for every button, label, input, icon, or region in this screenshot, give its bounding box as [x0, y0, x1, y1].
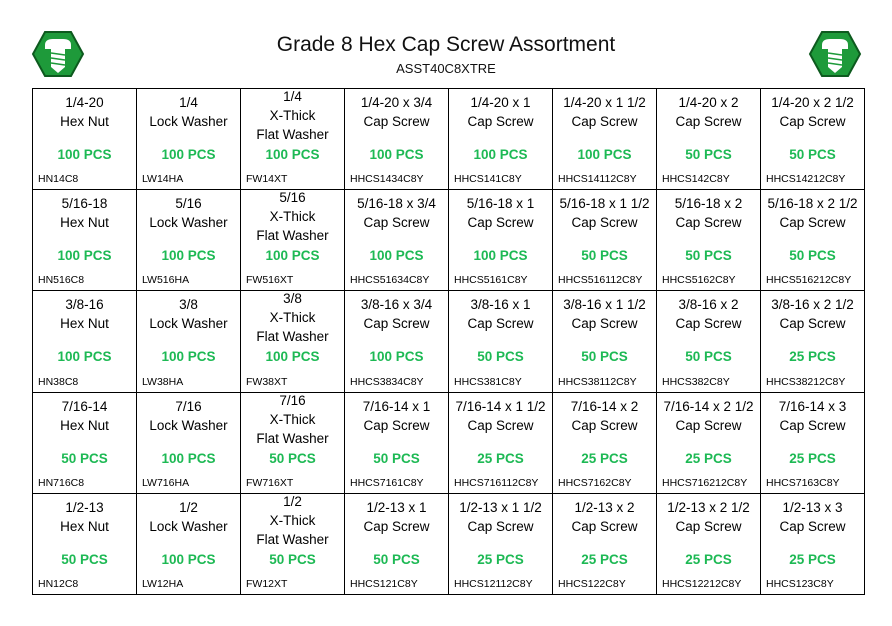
part-cell	[657, 291, 761, 392]
part-cell	[137, 89, 241, 190]
page-title: Grade 8 Hex Cap Screw Assortment	[276, 33, 616, 56]
part-sku: FW14XT	[246, 173, 288, 186]
part-quantity: 100 PCS	[57, 349, 112, 365]
part-name: 7/16-14 x 2 1/2 Cap Screw	[663, 398, 754, 433]
part-sku: FW38XT	[246, 375, 288, 388]
assortment-grid	[32, 88, 865, 595]
part-name: 1/2 Lock Washer	[149, 499, 228, 534]
part-sku: HHCS7163C8Y	[766, 476, 840, 489]
part-name: 7/16-14 x 1 1/2 Cap Screw	[455, 398, 546, 433]
part-sku: HHCS38112C8Y	[558, 375, 637, 388]
part-sku: HHCS12212C8Y	[662, 577, 742, 590]
part-quantity: 100 PCS	[265, 248, 320, 264]
part-cell	[449, 494, 553, 595]
part-name: 3/8 X-Thick Flat Washer	[256, 291, 329, 345]
part-quantity: 100 PCS	[161, 551, 216, 567]
part-sku: HHCS1434C8Y	[350, 173, 424, 186]
part-cell	[345, 291, 449, 392]
part-name: 1/2 X-Thick Flat Washer	[256, 493, 329, 547]
part-sku: HHCS122C8Y	[558, 577, 626, 590]
part-name: 5/16-18 x 2 1/2 Cap Screw	[767, 196, 858, 231]
part-name: 7/16-14 x 3 Cap Screw	[778, 398, 847, 433]
part-sku: HHCS382C8Y	[662, 375, 730, 388]
part-name: 1/4 X-Thick Flat Washer	[256, 89, 329, 142]
part-cell	[449, 190, 553, 291]
part-cell	[553, 494, 657, 595]
part-sku: LW38HA	[142, 375, 184, 388]
part-name: 3/8-16 x 1 Cap Screw	[467, 297, 534, 332]
part-quantity: 50 PCS	[581, 248, 628, 264]
part-cell	[33, 393, 137, 494]
part-name: 1/2-13 x 3 Cap Screw	[779, 499, 846, 534]
part-quantity: 50 PCS	[581, 349, 628, 365]
part-quantity: 50 PCS	[269, 551, 316, 567]
part-quantity: 50 PCS	[685, 147, 732, 162]
part-sku: HN516C8	[38, 274, 85, 287]
part-cell	[553, 291, 657, 392]
part-quantity: 100 PCS	[473, 147, 528, 162]
part-name: 1/2-13 x 2 Cap Screw	[571, 499, 638, 534]
part-cell	[449, 291, 553, 392]
part-sku: HHCS142C8Y	[662, 173, 730, 186]
part-quantity: 100 PCS	[265, 147, 320, 162]
part-quantity: 100 PCS	[369, 147, 424, 162]
part-quantity: 25 PCS	[581, 450, 628, 466]
part-quantity: 25 PCS	[789, 349, 836, 365]
part-sku: HHCS716212C8Y	[662, 476, 748, 489]
part-name: 1/2-13 x 1 1/2 Cap Screw	[459, 499, 542, 534]
part-cell	[241, 393, 345, 494]
part-sku: HN14C8	[38, 173, 79, 186]
part-cell	[449, 89, 553, 190]
part-cell	[761, 190, 865, 291]
part-cell	[761, 89, 865, 190]
part-name: 5/16 X-Thick Flat Washer	[256, 190, 329, 244]
part-sku: HHCS12112C8Y	[454, 577, 533, 590]
part-cell	[33, 291, 137, 392]
part-sku: HHCS14112C8Y	[558, 173, 637, 186]
assortment-code: ASST40C8XTRE	[396, 61, 496, 76]
part-sku: HHCS38212C8Y	[766, 375, 846, 388]
part-name: 7/16-14 Hex Nut	[60, 398, 109, 433]
part-sku: HHCS381C8Y	[454, 375, 522, 388]
part-sku: HN38C8	[38, 375, 79, 388]
part-cell	[345, 393, 449, 494]
part-name: 3/8-16 Hex Nut	[60, 297, 109, 332]
part-cell	[241, 89, 345, 190]
part-quantity: 100 PCS	[57, 147, 112, 162]
part-cell	[241, 291, 345, 392]
part-quantity: 100 PCS	[57, 248, 112, 264]
part-quantity: 50 PCS	[373, 551, 420, 567]
part-cell	[761, 393, 865, 494]
part-sku: FW12XT	[246, 577, 288, 590]
part-quantity: 25 PCS	[685, 551, 732, 567]
part-sku: HHCS141C8Y	[454, 173, 522, 186]
part-cell	[241, 190, 345, 291]
part-quantity: 50 PCS	[477, 349, 524, 365]
part-sku: HHCS716112C8Y	[454, 476, 539, 489]
part-name: 5/16-18 Hex Nut	[60, 196, 109, 231]
part-sku: HHCS121C8Y	[350, 577, 418, 590]
part-cell	[553, 89, 657, 190]
part-name: 1/2-13 Hex Nut	[60, 499, 109, 534]
part-quantity: 50 PCS	[685, 248, 732, 264]
part-quantity: 100 PCS	[473, 248, 528, 264]
part-sku: HHCS14212C8Y	[766, 173, 846, 186]
part-cell	[657, 393, 761, 494]
part-sku: HHCS5162C8Y	[662, 274, 736, 287]
part-sku: HHCS7162C8Y	[558, 476, 632, 489]
part-name: 5/16-18 x 1 Cap Screw	[466, 196, 535, 231]
part-sku: LW516HA	[142, 274, 190, 287]
part-cell	[449, 393, 553, 494]
part-sku: LW12HA	[142, 577, 184, 590]
part-quantity: 50 PCS	[269, 450, 316, 466]
part-quantity: 100 PCS	[265, 349, 320, 365]
part-quantity: 100 PCS	[577, 147, 632, 162]
part-cell	[137, 291, 241, 392]
part-quantity: 100 PCS	[161, 349, 216, 365]
part-name: 5/16-18 x 3/4 Cap Screw	[357, 196, 436, 231]
part-cell	[761, 291, 865, 392]
part-quantity: 25 PCS	[789, 551, 836, 567]
part-name: 5/16-18 x 2 Cap Screw	[674, 196, 743, 231]
part-quantity: 25 PCS	[477, 450, 524, 466]
part-quantity: 100 PCS	[161, 450, 216, 466]
part-quantity: 50 PCS	[789, 147, 836, 162]
part-sku: HHCS516112C8Y	[558, 274, 643, 287]
part-cell	[761, 494, 865, 595]
part-sku: HHCS7161C8Y	[350, 476, 424, 489]
part-name: 1/2-13 x 1 Cap Screw	[363, 499, 430, 534]
part-quantity: 50 PCS	[789, 248, 836, 264]
part-cell	[137, 494, 241, 595]
part-sku: FW516XT	[246, 274, 294, 287]
part-name: 1/2-13 x 2 1/2 Cap Screw	[667, 499, 750, 534]
part-cell	[137, 393, 241, 494]
part-name: 3/8-16 x 3/4 Cap Screw	[360, 297, 433, 332]
part-cell	[137, 190, 241, 291]
part-name: 5/16 Lock Washer	[149, 196, 228, 231]
part-sku: HHCS51634C8Y	[350, 274, 430, 287]
part-cell	[553, 393, 657, 494]
part-sku: HN12C8	[38, 577, 79, 590]
part-sku: HHCS123C8Y	[766, 577, 834, 590]
part-name: 5/16-18 x 1 1/2 Cap Screw	[559, 196, 650, 231]
part-name: 1/4-20 x 2 1/2 Cap Screw	[771, 95, 854, 129]
part-sku: HN716C8	[38, 476, 85, 489]
part-quantity: 100 PCS	[369, 248, 424, 264]
part-cell	[657, 89, 761, 190]
part-quantity: 50 PCS	[685, 349, 732, 365]
part-name: 3/8-16 x 2 Cap Screw	[675, 297, 742, 332]
part-cell	[33, 494, 137, 595]
part-name: 3/8-16 x 2 1/2 Cap Screw	[771, 297, 854, 332]
part-sku: HHCS5161C8Y	[454, 274, 528, 287]
part-name: 1/4-20 Hex Nut	[60, 95, 109, 129]
part-name: 7/16 Lock Washer	[149, 398, 228, 433]
part-name: 3/8-16 x 1 1/2 Cap Screw	[563, 297, 646, 332]
part-name: 7/16-14 x 2 Cap Screw	[570, 398, 639, 433]
part-quantity: 25 PCS	[581, 551, 628, 567]
part-quantity: 50 PCS	[373, 450, 420, 466]
part-cell	[345, 494, 449, 595]
part-quantity: 50 PCS	[61, 450, 108, 466]
part-cell	[657, 190, 761, 291]
part-name: 1/4-20 x 2 Cap Screw	[675, 95, 742, 129]
part-name: 1/4-20 x 1 Cap Screw	[467, 95, 534, 129]
part-quantity: 25 PCS	[477, 551, 524, 567]
part-quantity: 100 PCS	[161, 248, 216, 264]
part-sku: FW716XT	[246, 476, 294, 489]
part-sku: LW716HA	[142, 476, 190, 489]
part-quantity: 100 PCS	[369, 349, 424, 365]
part-name: 1/4-20 x 3/4 Cap Screw	[360, 95, 433, 129]
part-quantity: 25 PCS	[789, 450, 836, 466]
part-name: 1/4-20 x 1 1/2 Cap Screw	[563, 95, 646, 129]
part-cell	[345, 190, 449, 291]
part-quantity: 50 PCS	[61, 551, 108, 567]
part-cell	[345, 89, 449, 190]
part-sku: HHCS3834C8Y	[350, 375, 424, 388]
part-cell	[241, 494, 345, 595]
part-cell	[553, 190, 657, 291]
part-sku: HHCS516212C8Y	[766, 274, 852, 287]
part-sku: LW14HA	[142, 173, 184, 186]
part-name: 7/16 X-Thick Flat Washer	[256, 392, 329, 446]
part-cell	[33, 89, 137, 190]
part-name: 1/4 Lock Washer	[149, 95, 228, 129]
part-name: 7/16-14 x 1 Cap Screw	[362, 398, 431, 433]
part-quantity: 100 PCS	[161, 147, 216, 162]
part-cell	[657, 494, 761, 595]
part-name: 3/8 Lock Washer	[149, 297, 228, 332]
part-quantity: 25 PCS	[685, 450, 732, 466]
part-cell	[33, 190, 137, 291]
